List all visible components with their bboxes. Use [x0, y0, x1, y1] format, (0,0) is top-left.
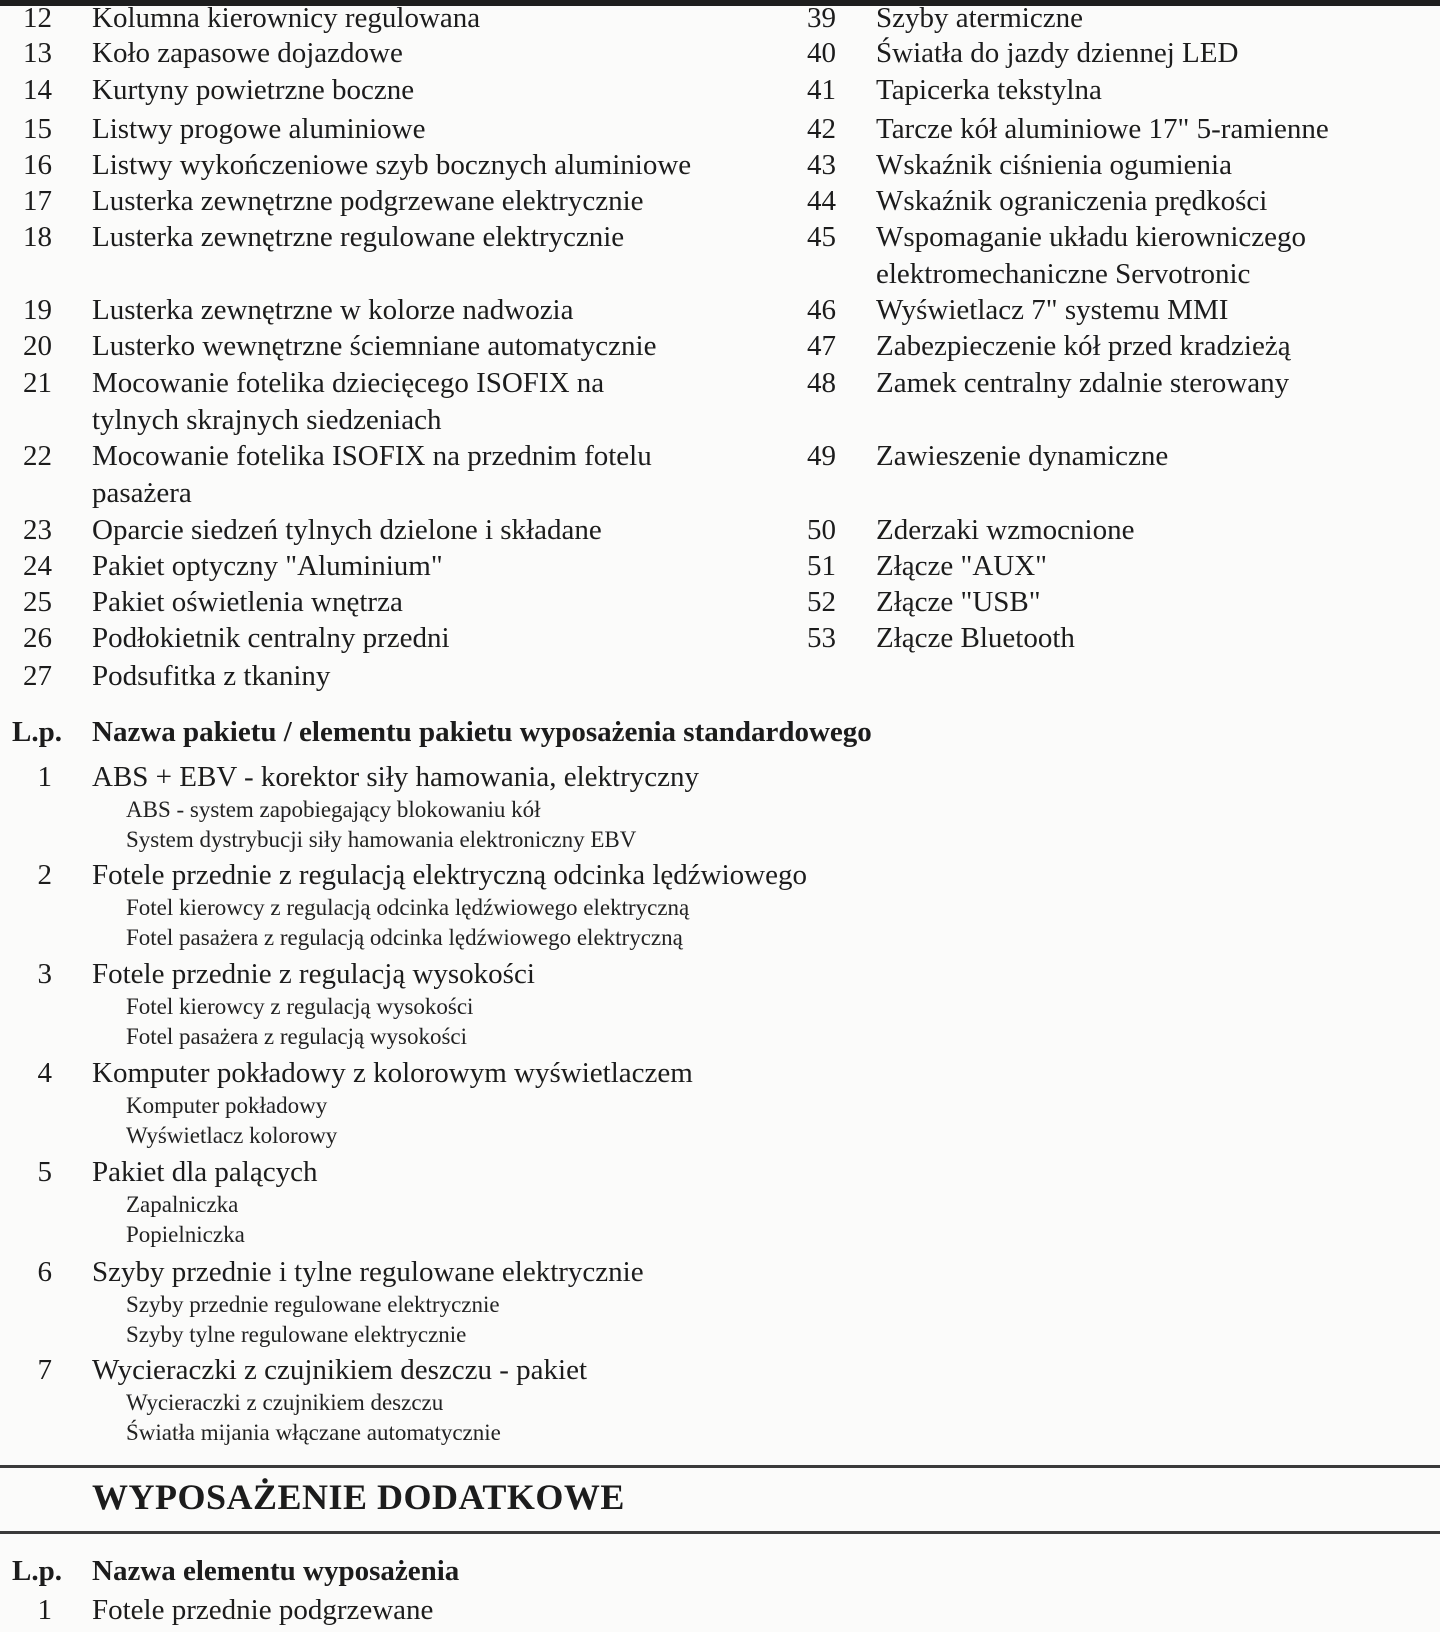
list-item-text: Listwy progowe aluminiowe — [92, 113, 426, 145]
package-subitem: Światła mijania włączane automatycznie — [126, 1420, 501, 1445]
packages-header-name: Nazwa pakietu / elementu pakietu wyposażenia standardowego — [92, 716, 872, 748]
list-item-number: 53 — [807, 622, 836, 654]
list-item-number: 27 — [23, 660, 52, 692]
package-subitem: Fotel pasażera z regulacją wysokości — [126, 1024, 468, 1049]
list-item-number: 51 — [807, 550, 836, 582]
package-number: 6 — [37, 1256, 52, 1288]
list-item-number: 24 — [23, 550, 52, 582]
list-item-number: 18 — [23, 221, 52, 253]
list-item-text: Tapicerka tekstylna — [876, 74, 1102, 106]
list-item-text: Lusterko wewnętrzne ściemniane automatycznie — [92, 330, 657, 362]
list-item-number: 46 — [807, 294, 836, 326]
list-item-number: 14 — [23, 74, 52, 106]
list-item-text: Mocowanie fotelika ISOFIX na przednim fotelu — [92, 440, 652, 472]
list-item-text: Wskaźnik ciśnienia ogumienia — [876, 149, 1232, 181]
list-item-text: Wspomaganie układu kierowniczego — [876, 221, 1307, 253]
package-title: Wycieraczki z czujnikiem deszczu - pakiet — [92, 1354, 588, 1386]
package-title: Fotele przednie z regulacją wysokości — [92, 958, 535, 990]
package-subitem: Wyświetlacz kolorowy — [126, 1123, 338, 1148]
list-item-number: 45 — [807, 221, 836, 253]
package-subitem: Wycieraczki z czujnikiem deszczu — [126, 1390, 444, 1415]
list-item-text: elektromechaniczne Servotronic — [876, 258, 1251, 290]
list-item-number: 44 — [807, 185, 836, 217]
list-item-text: Oparcie siedzeń tylnych dzielone i składane — [92, 514, 602, 546]
list-item-number: 23 — [23, 514, 52, 546]
package-subitem: Zapalniczka — [126, 1192, 239, 1217]
list-item-text: Podsufitka z tkaniny — [92, 660, 331, 692]
additional-item-number: 1 — [37, 1594, 52, 1626]
section-divider-bottom — [0, 1531, 1440, 1534]
list-item-text: Listwy wykończeniowe szyb bocznych aluminiowe — [92, 149, 692, 181]
package-number: 5 — [37, 1156, 52, 1188]
package-subitem: Popielniczka — [126, 1222, 245, 1247]
list-item-text: Złącze "USB" — [876, 586, 1041, 618]
list-item-text: Zabezpieczenie kół przed kradzieżą — [876, 330, 1291, 362]
list-item-number: 47 — [807, 330, 836, 362]
package-subitem: Szyby tylne regulowane elektrycznie — [126, 1322, 467, 1347]
package-title: Komputer pokładowy z kolorowym wyświetlaczem — [92, 1057, 693, 1089]
list-item-text: Tarcze kół aluminiowe 17" 5-ramienne — [876, 113, 1329, 145]
list-item-text: Pakiet oświetlenia wnętrza — [92, 586, 403, 618]
list-item-text: Złącze "AUX" — [876, 550, 1048, 582]
package-subitem: Fotel kierowcy z regulacją odcinka lędźwiowego elektryczną — [126, 895, 690, 920]
list-item-text: Kolumna kierownicy regulowana — [92, 2, 481, 34]
list-item-number: 40 — [807, 37, 836, 69]
list-item-number: 41 — [807, 74, 836, 106]
package-subitem: Fotel pasażera z regulacją odcinka lędźwiowego elektryczną — [126, 925, 683, 950]
list-item-number: 42 — [807, 113, 836, 145]
package-title: Fotele przednie z regulacją elektryczną odcinka lędźwiowego — [92, 859, 807, 891]
list-item-number: 25 — [23, 586, 52, 618]
list-item-text: Wyświetlacz 7" systemu MMI — [876, 294, 1229, 326]
list-item-number: 15 — [23, 113, 52, 145]
package-number: 1 — [37, 761, 52, 793]
package-subitem: Komputer pokładowy — [126, 1093, 328, 1118]
package-number: 7 — [37, 1354, 52, 1386]
list-item-number: 20 — [23, 330, 52, 362]
list-item-text: pasażera — [92, 477, 192, 509]
list-item-number: 12 — [23, 2, 52, 34]
list-item-text: Pakiet optyczny "Aluminium" — [92, 550, 443, 582]
list-item-text: Zamek centralny zdalnie sterowany — [876, 367, 1290, 399]
list-item-text: Lusterka zewnętrzne podgrzewane elektrycznie — [92, 185, 644, 217]
section-divider-top — [0, 1465, 1440, 1468]
package-subitem: Fotel kierowcy z regulacją wysokości — [126, 994, 474, 1019]
list-item-number: 13 — [23, 37, 52, 69]
list-item-text: Koło zapasowe dojazdowe — [92, 37, 403, 69]
package-subitem: Szyby przednie regulowane elektrycznie — [126, 1292, 500, 1317]
list-item-text: tylnych skrajnych siedzeniach — [92, 404, 442, 436]
list-item-text: Złącze Bluetooth — [876, 622, 1075, 654]
package-number: 3 — [37, 958, 52, 990]
list-item-text: Światła do jazdy dziennej LED — [876, 37, 1239, 69]
package-subitem: System dystrybucji siły hamowania elektroniczny EBV — [126, 827, 637, 852]
package-number: 4 — [37, 1057, 52, 1089]
list-item-number: 48 — [807, 367, 836, 399]
package-title: Pakiet dla palących — [92, 1156, 318, 1188]
package-title: Szyby przednie i tylne regulowane elektrycznie — [92, 1256, 644, 1288]
additional-item-text: Fotele przednie podgrzewane — [92, 1594, 434, 1626]
packages-header-lp: L.p. — [12, 716, 62, 748]
list-item-number: 19 — [23, 294, 52, 326]
list-item-number: 21 — [23, 367, 52, 399]
list-item-text: Lusterka zewnętrzne regulowane elektrycznie — [92, 221, 625, 253]
list-item-text: Podłokietnik centralny przedni — [92, 622, 450, 654]
list-item-text: Zderzaki wzmocnione — [876, 514, 1135, 546]
list-item-number: 22 — [23, 440, 52, 472]
list-item-number: 26 — [23, 622, 52, 654]
additional-header-name: Nazwa elementu wyposażenia — [92, 1555, 460, 1587]
additional-section-title: WYPOSAŻENIE DODATKOWE — [92, 1477, 625, 1517]
list-item-text: Mocowanie fotelika dziecięcego ISOFIX na — [92, 367, 605, 399]
list-item-text: Lusterka zewnętrzne w kolorze nadwozia — [92, 294, 574, 326]
list-item-number: 50 — [807, 514, 836, 546]
package-subitem: ABS - system zapobiegający blokowaniu kół — [126, 797, 541, 822]
package-title: ABS + EBV - korektor siły hamowania, elektryczny — [92, 761, 699, 793]
list-item-number: 49 — [807, 440, 836, 472]
list-item-number: 16 — [23, 149, 52, 181]
additional-header-lp: L.p. — [12, 1555, 62, 1587]
list-item-text: Szyby atermiczne — [876, 2, 1083, 34]
package-number: 2 — [37, 859, 52, 891]
list-item-text: Kurtyny powietrzne boczne — [92, 74, 415, 106]
list-item-number: 17 — [23, 185, 52, 217]
list-item-number: 43 — [807, 149, 836, 181]
list-item-text: Wskaźnik ograniczenia prędkości — [876, 185, 1268, 217]
list-item-text: Zawieszenie dynamiczne — [876, 440, 1169, 472]
list-item-number: 52 — [807, 586, 836, 618]
list-item-number: 39 — [807, 2, 836, 34]
